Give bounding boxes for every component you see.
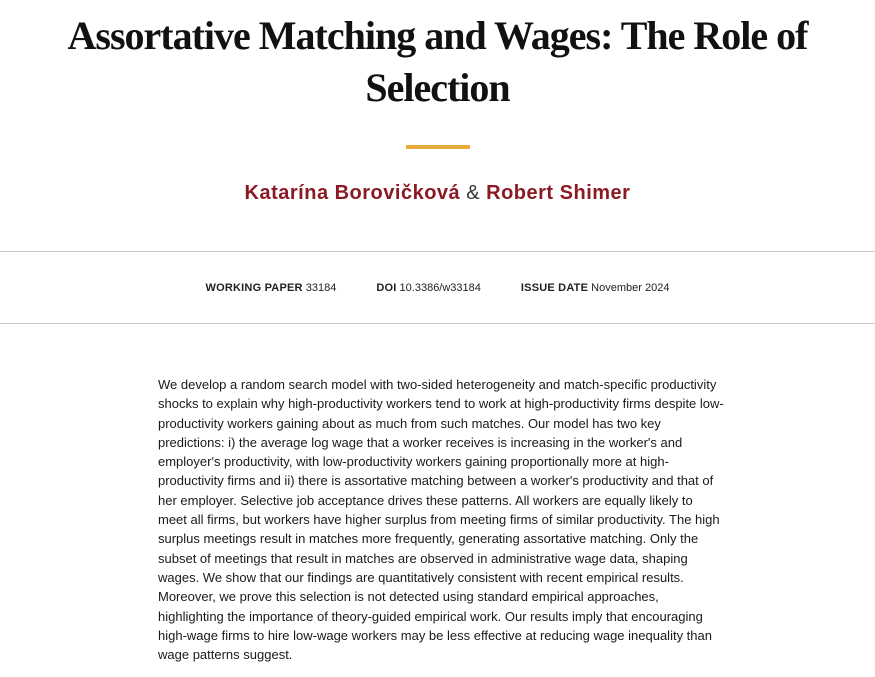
author-separator: & [466, 182, 481, 204]
issue-date-label: ISSUE DATE [520, 281, 589, 294]
author-link[interactable]: Robert Shimer [486, 182, 631, 204]
doi-label: DOI [376, 281, 397, 294]
paper-title: Assortative Matching and Wages: The Role of Selection [67, 13, 808, 110]
working-paper-label: WORKING PAPER [205, 281, 303, 294]
author-list [0, 181, 875, 205]
abstract-text: We develop a random search model with two-sided heterogeneity and match-specific productivity shocks to explain why high-productivity workers tend to work at high-productivity firms despite low-productivity workers gaining about as much from such matches. Our model has two key predictions: i) the average log wage that a worker receives is increasing in the worker's and employer's productivity, with low-productivity workers gaining proportionally more at high-productivity firms and ii) there is assortative matching between a worker's productivity and that of her employer. Selective job acceptance drives these patterns. All workers are equally likely to meet all firms, but workers have higher surplus from meeting firms of similar productivity. The high surplus meetings result in matches more frequently, generating assortative matching. Only the subset of meetings that result in matches are observed in administrative wage data, shaping wages. We show that our findings are quantitatively consistent with recent empirical results. Moreover, we prove this selection is not detected using standard empirical approaches, highlighting the importance of theory-guided empirical work. Our results imply that encouraging high-wage firms to hire low-wage workers may be less effective at reducing wage inequality than wage patterns suggest. [158, 377, 724, 663]
author-link[interactable]: Katarína Borovičková [244, 182, 461, 204]
paper-meta-bar [0, 251, 875, 324]
title-accent-rule [406, 145, 470, 149]
doi [376, 282, 481, 294]
doi-value[interactable]: 10.3386/w33184 [399, 281, 481, 294]
issue-date [521, 282, 670, 294]
working-paper-number [206, 282, 337, 294]
issue-date-value: November 2024 [591, 281, 670, 294]
working-paper-value: 33184 [305, 281, 337, 294]
